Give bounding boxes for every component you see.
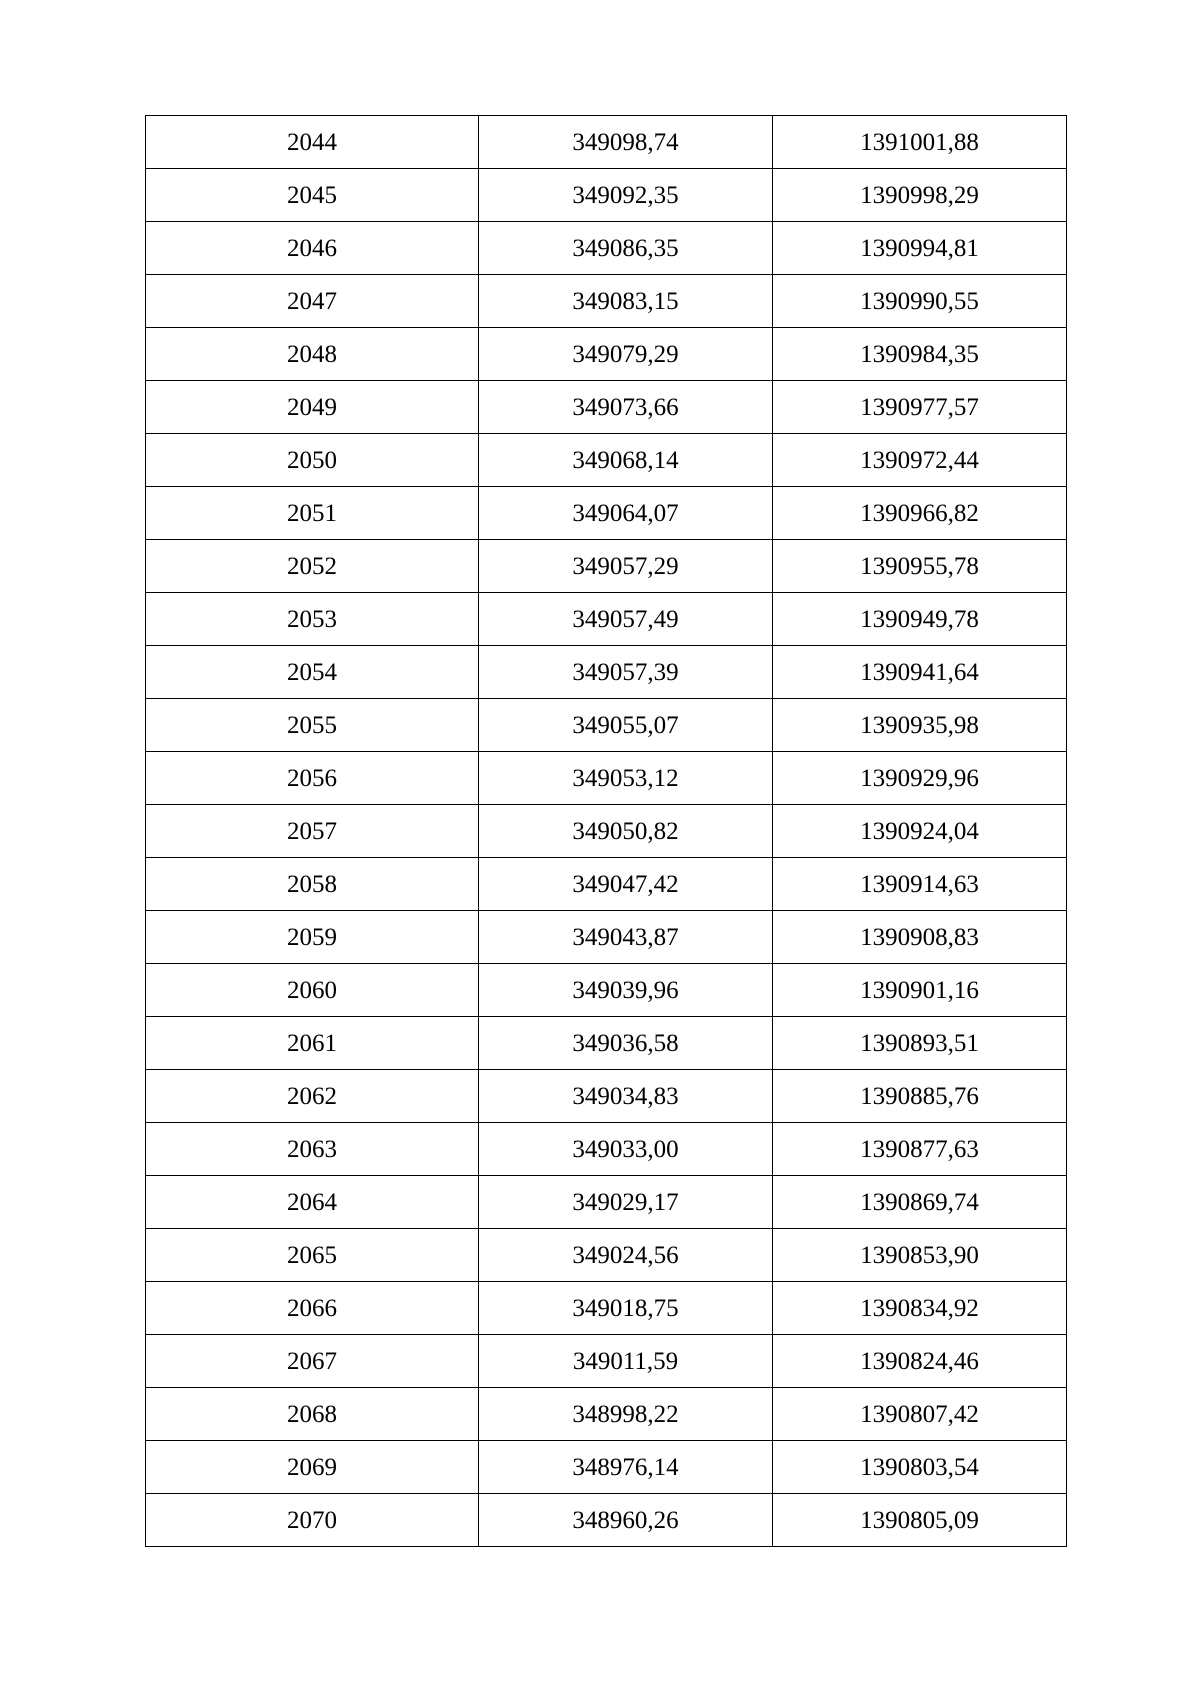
- x-coordinate-cell: 349057,29: [479, 540, 773, 593]
- y-coordinate-cell: 1390805,09: [773, 1494, 1067, 1547]
- point-number-cell: 2045: [146, 169, 479, 222]
- y-coordinate-cell: 1390994,81: [773, 222, 1067, 275]
- table-row: [146, 858, 1067, 911]
- y-coordinate-cell: 1390984,35: [773, 328, 1067, 381]
- x-coordinate-cell: 349043,87: [479, 911, 773, 964]
- x-coordinate-cell: 349098,74: [479, 116, 773, 169]
- x-coordinate-cell: 349083,15: [479, 275, 773, 328]
- point-number-cell: 2064: [146, 1176, 479, 1229]
- y-coordinate-cell: 1390877,63: [773, 1123, 1067, 1176]
- y-coordinate-cell: 1390885,76: [773, 1070, 1067, 1123]
- point-number-cell: 2068: [146, 1388, 479, 1441]
- table-row: [146, 1441, 1067, 1494]
- point-number-cell: 2058: [146, 858, 479, 911]
- point-number-cell: 2059: [146, 911, 479, 964]
- point-number-cell: 2062: [146, 1070, 479, 1123]
- table-row: [146, 1070, 1067, 1123]
- point-number-cell: 2049: [146, 381, 479, 434]
- table-row: [146, 646, 1067, 699]
- point-number-cell: 2063: [146, 1123, 479, 1176]
- table-row: [146, 116, 1067, 169]
- table-row: [146, 752, 1067, 805]
- point-number-cell: 2056: [146, 752, 479, 805]
- x-coordinate-cell: 349053,12: [479, 752, 773, 805]
- x-coordinate-cell: 349033,00: [479, 1123, 773, 1176]
- table-row: [146, 222, 1067, 275]
- table-row: [146, 1282, 1067, 1335]
- y-coordinate-cell: 1390941,64: [773, 646, 1067, 699]
- coordinates-table: [145, 115, 1067, 1547]
- point-number-cell: 2061: [146, 1017, 479, 1070]
- x-coordinate-cell: 349079,29: [479, 328, 773, 381]
- table-row: [146, 275, 1067, 328]
- x-coordinate-cell: 349024,56: [479, 1229, 773, 1282]
- y-coordinate-cell: 1390853,90: [773, 1229, 1067, 1282]
- table-row: [146, 540, 1067, 593]
- point-number-cell: 2069: [146, 1441, 479, 1494]
- y-coordinate-cell: 1390908,83: [773, 911, 1067, 964]
- table-row: [146, 328, 1067, 381]
- x-coordinate-cell: 349036,58: [479, 1017, 773, 1070]
- point-number-cell: 2047: [146, 275, 479, 328]
- y-coordinate-cell: 1390998,29: [773, 169, 1067, 222]
- point-number-cell: 2070: [146, 1494, 479, 1547]
- table-row: [146, 169, 1067, 222]
- table-row: [146, 593, 1067, 646]
- y-coordinate-cell: 1390966,82: [773, 487, 1067, 540]
- table-row: [146, 1335, 1067, 1388]
- x-coordinate-cell: 349034,83: [479, 1070, 773, 1123]
- point-number-cell: 2053: [146, 593, 479, 646]
- coordinates-table-body: [146, 116, 1067, 1547]
- point-number-cell: 2050: [146, 434, 479, 487]
- x-coordinate-cell: 349047,42: [479, 858, 773, 911]
- y-coordinate-cell: 1390807,42: [773, 1388, 1067, 1441]
- point-number-cell: 2066: [146, 1282, 479, 1335]
- table-row: [146, 1017, 1067, 1070]
- y-coordinate-cell: 1390949,78: [773, 593, 1067, 646]
- point-number-cell: 2048: [146, 328, 479, 381]
- y-coordinate-cell: 1390929,96: [773, 752, 1067, 805]
- y-coordinate-cell: 1390935,98: [773, 699, 1067, 752]
- point-number-cell: 2046: [146, 222, 479, 275]
- x-coordinate-cell: 348998,22: [479, 1388, 773, 1441]
- point-number-cell: 2055: [146, 699, 479, 752]
- table-row: [146, 1388, 1067, 1441]
- x-coordinate-cell: 349073,66: [479, 381, 773, 434]
- table-row: [146, 1494, 1067, 1547]
- y-coordinate-cell: 1390924,04: [773, 805, 1067, 858]
- y-coordinate-cell: 1390893,51: [773, 1017, 1067, 1070]
- table-row: [146, 381, 1067, 434]
- x-coordinate-cell: 349068,14: [479, 434, 773, 487]
- y-coordinate-cell: 1390914,63: [773, 858, 1067, 911]
- point-number-cell: 2067: [146, 1335, 479, 1388]
- y-coordinate-cell: 1390803,54: [773, 1441, 1067, 1494]
- table-row: [146, 487, 1067, 540]
- y-coordinate-cell: 1391001,88: [773, 116, 1067, 169]
- table-row: [146, 964, 1067, 1017]
- point-number-cell: 2044: [146, 116, 479, 169]
- x-coordinate-cell: 348960,26: [479, 1494, 773, 1547]
- y-coordinate-cell: 1390972,44: [773, 434, 1067, 487]
- point-number-cell: 2052: [146, 540, 479, 593]
- table-row: [146, 805, 1067, 858]
- y-coordinate-cell: 1390834,92: [773, 1282, 1067, 1335]
- x-coordinate-cell: 349086,35: [479, 222, 773, 275]
- x-coordinate-cell: 349057,49: [479, 593, 773, 646]
- table-row: [146, 1176, 1067, 1229]
- y-coordinate-cell: 1390955,78: [773, 540, 1067, 593]
- table-row: [146, 699, 1067, 752]
- point-number-cell: 2057: [146, 805, 479, 858]
- x-coordinate-cell: 349018,75: [479, 1282, 773, 1335]
- point-number-cell: 2060: [146, 964, 479, 1017]
- y-coordinate-cell: 1390990,55: [773, 275, 1067, 328]
- x-coordinate-cell: 349064,07: [479, 487, 773, 540]
- y-coordinate-cell: 1390901,16: [773, 964, 1067, 1017]
- x-coordinate-cell: 349092,35: [479, 169, 773, 222]
- point-number-cell: 2065: [146, 1229, 479, 1282]
- x-coordinate-cell: 349057,39: [479, 646, 773, 699]
- y-coordinate-cell: 1390977,57: [773, 381, 1067, 434]
- y-coordinate-cell: 1390869,74: [773, 1176, 1067, 1229]
- point-number-cell: 2051: [146, 487, 479, 540]
- table-row: [146, 911, 1067, 964]
- x-coordinate-cell: 349050,82: [479, 805, 773, 858]
- table-row: [146, 434, 1067, 487]
- point-number-cell: 2054: [146, 646, 479, 699]
- y-coordinate-cell: 1390824,46: [773, 1335, 1067, 1388]
- x-coordinate-cell: 348976,14: [479, 1441, 773, 1494]
- x-coordinate-cell: 349029,17: [479, 1176, 773, 1229]
- x-coordinate-cell: 349039,96: [479, 964, 773, 1017]
- table-row: [146, 1123, 1067, 1176]
- x-coordinate-cell: 349011,59: [479, 1335, 773, 1388]
- table-row: [146, 1229, 1067, 1282]
- x-coordinate-cell: 349055,07: [479, 699, 773, 752]
